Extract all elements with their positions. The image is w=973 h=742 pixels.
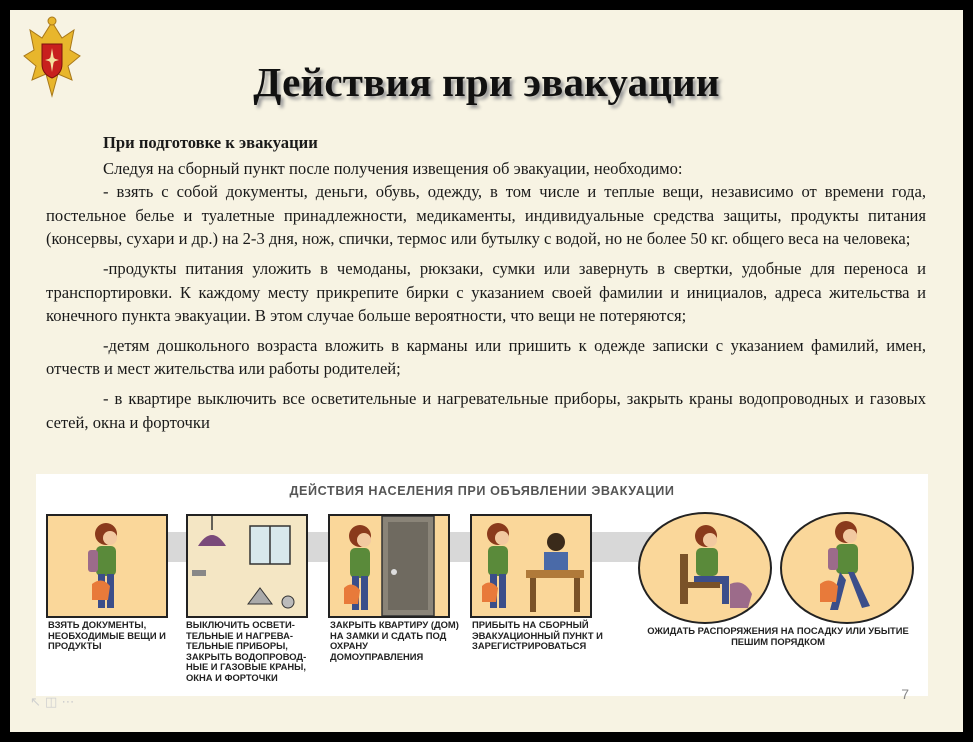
- registration-desk-icon: [472, 516, 590, 616]
- page-number: 7: [901, 686, 909, 702]
- step-4-caption: ПРИБЫТЬ НА СБОРНЫЙ ЭВАКУАЦИОННЫЙ ПУНКТ И ЗАРЕГИСТРИРОВАТЬСЯ: [472, 619, 603, 652]
- step-5-caption: ОЖИДАТЬ РАСПОРЯЖЕНИЯ НА ПОСАДКУ ИЛИ УБЫТИЕ ПЕШИМ ПОРЯДКОМ: [647, 625, 909, 647]
- subheading: При подготовке к эвакуации: [103, 133, 318, 152]
- intro-paragraph: Следуя на сборный пункт после получения извещения об эвакуации, необходимо:: [103, 158, 683, 178]
- step-3-caption: ЗАКРЫТЬ КВАРТИРУ (ДОМ) НА ЗАМКИ И СДАТЬ ПОД ОХРАНУ ДОМОУПРАВЛЕНИЯ: [330, 619, 459, 662]
- step-5-illustration-waiting: [638, 512, 772, 624]
- step-4-illustration: [470, 514, 592, 618]
- room-lamp-window-icon: [188, 516, 306, 616]
- step-5-illustration-walking: [780, 512, 914, 624]
- list-item: -продукты питания уложить в чемоданы, рюкзаки, сумки или завернуть в свертки, удобные для переноса и транспортировки. К каждому месту прикрепите бирки с указанием своей фамилии и инициалов, адреса жительства и конечного пункта эвакуации. В этом случае больше вероятности, что вещи не потеряются;: [46, 258, 926, 326]
- step-2-illustration: [186, 514, 308, 618]
- step-2-caption: ВЫКЛЮЧИТЬ ОСВЕТИ-ТЕЛЬНЫЕ И НАГРЕВА-ТЕЛЬНЫЕ ПРИБОРЫ, ЗАКРЫТЬ ВОДОПРОВОД-НЫЕ И ГАЗОВЫЕ КРАНЫ, ОКНА И ФОРТОЧКИ: [186, 619, 307, 683]
- person-walking-icon: [782, 514, 912, 622]
- step-3-illustration: [328, 514, 450, 618]
- slide: [10, 10, 963, 732]
- person-with-bag-icon: [48, 516, 166, 616]
- list-item: - в квартире выключить все осветительные и нагревательные приборы, закрыть краны водопроводных и газовых сетей, окна и форточки: [46, 388, 926, 432]
- list-item: -детям дошкольного возраста вложить в карманы или пришить к одежде записки с указанием фамилий, имен, отчеств и мест жительства или работы родителей;: [46, 335, 926, 379]
- list-item: - взять с собой документы, деньги, обувь, одежду, в том числе и теплые вещи, независимо от времени года, постельное белье и туалетные принадлежности, медикаменты, индивидуальные средства защиты, продукты питания (консервы, сухари и др.) на 2-3 дня, нож, спички, термос или бутылку с водой, но не более 50 кг. общего веса на человека;: [46, 182, 926, 249]
- page-title: Действия при эвакуации: [253, 59, 720, 105]
- infographic-title: ДЕЙСТВИЯ НАСЕЛЕНИЯ ПРИ ОБЪЯВЛЕНИИ ЭВАКУАЦИИ: [289, 484, 675, 498]
- person-locking-door-icon: [330, 516, 448, 616]
- evacuation-infographic: [36, 474, 928, 696]
- body-text: [46, 131, 926, 440]
- toolbar-ghost-icons: ↖ ◫ ⋯: [30, 695, 75, 710]
- step-1-illustration: [46, 514, 168, 618]
- step-1-caption: ВЗЯТЬ ДОКУМЕНТЫ, НЕОБХОДИМЫЕ ВЕЩИ И ПРОДУКТЫ: [48, 619, 166, 652]
- person-sitting-icon: [640, 514, 770, 622]
